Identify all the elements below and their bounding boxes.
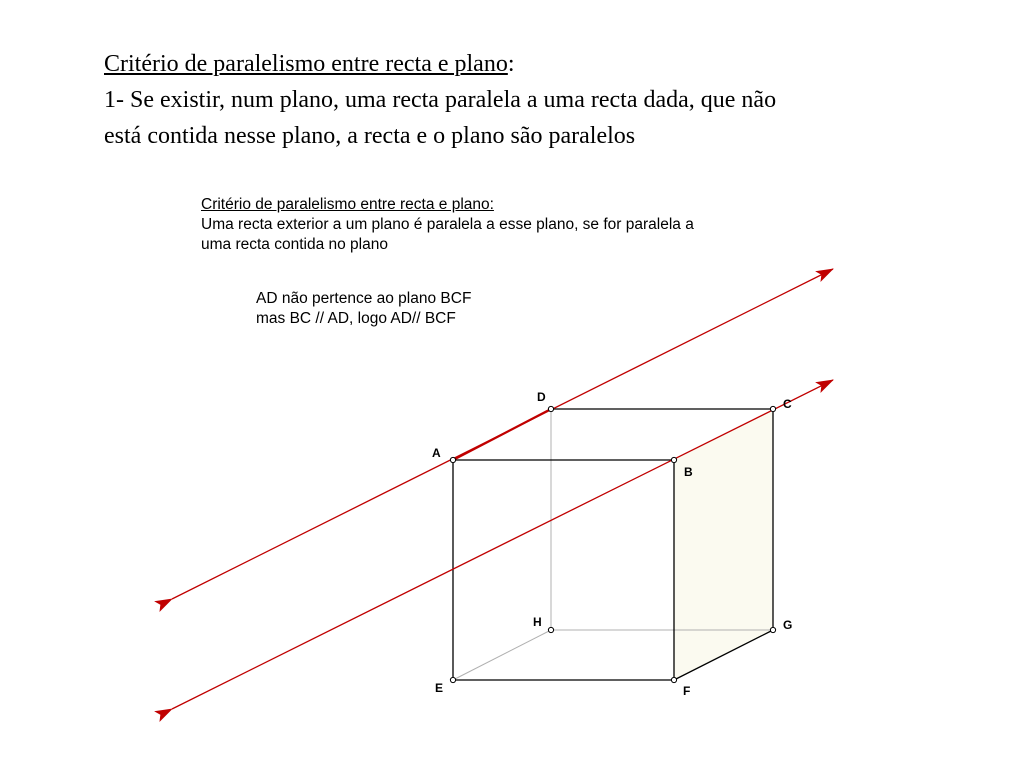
vertex-point-f [671, 677, 676, 682]
vertex-point-b [671, 457, 676, 462]
caption-line-1: Uma recta exterior a um plano é paralela a esse plano, se for paralela a [201, 216, 694, 233]
note-line-2: mas BC // AD, logo AD// BCF [256, 310, 456, 327]
vertex-label-b: B [684, 465, 693, 479]
vertex-point-g [770, 627, 775, 632]
vertex-point-c [770, 406, 775, 411]
vertex-point-d [548, 406, 553, 411]
vertex-label-d: D [537, 390, 546, 404]
vertex-label-f: F [683, 684, 691, 698]
heading-colon: : [507, 51, 515, 77]
vertex-label-a: A [432, 446, 441, 460]
vertex-point-e [450, 677, 455, 682]
caption-title: Critério de paralelismo entre recta e plano: [201, 196, 494, 213]
heading-title: Critério de paralelismo entre recta e plano [104, 51, 508, 77]
segment-ad [453, 409, 551, 460]
plane-bcf [674, 409, 773, 680]
note-line-1: AD não pertence ao plano BCF [256, 290, 472, 307]
heading-body-line-1: 1- Se existir, num plano, uma recta paralela a uma recta dada, que não [104, 87, 777, 113]
vertex-point-a [450, 457, 455, 462]
caption-line-2: uma recta contida no plano [201, 236, 388, 253]
edge-eh [453, 630, 551, 680]
vertex-label-c: C [783, 397, 792, 411]
heading-body-line-2: está contida nesse plano, a recta e o plano são paralelos [104, 123, 636, 149]
vertex-label-h: H [533, 615, 542, 629]
vertex-point-h [548, 627, 553, 632]
vertex-label-g: G [783, 618, 793, 632]
vertex-label-e: E [435, 681, 444, 695]
